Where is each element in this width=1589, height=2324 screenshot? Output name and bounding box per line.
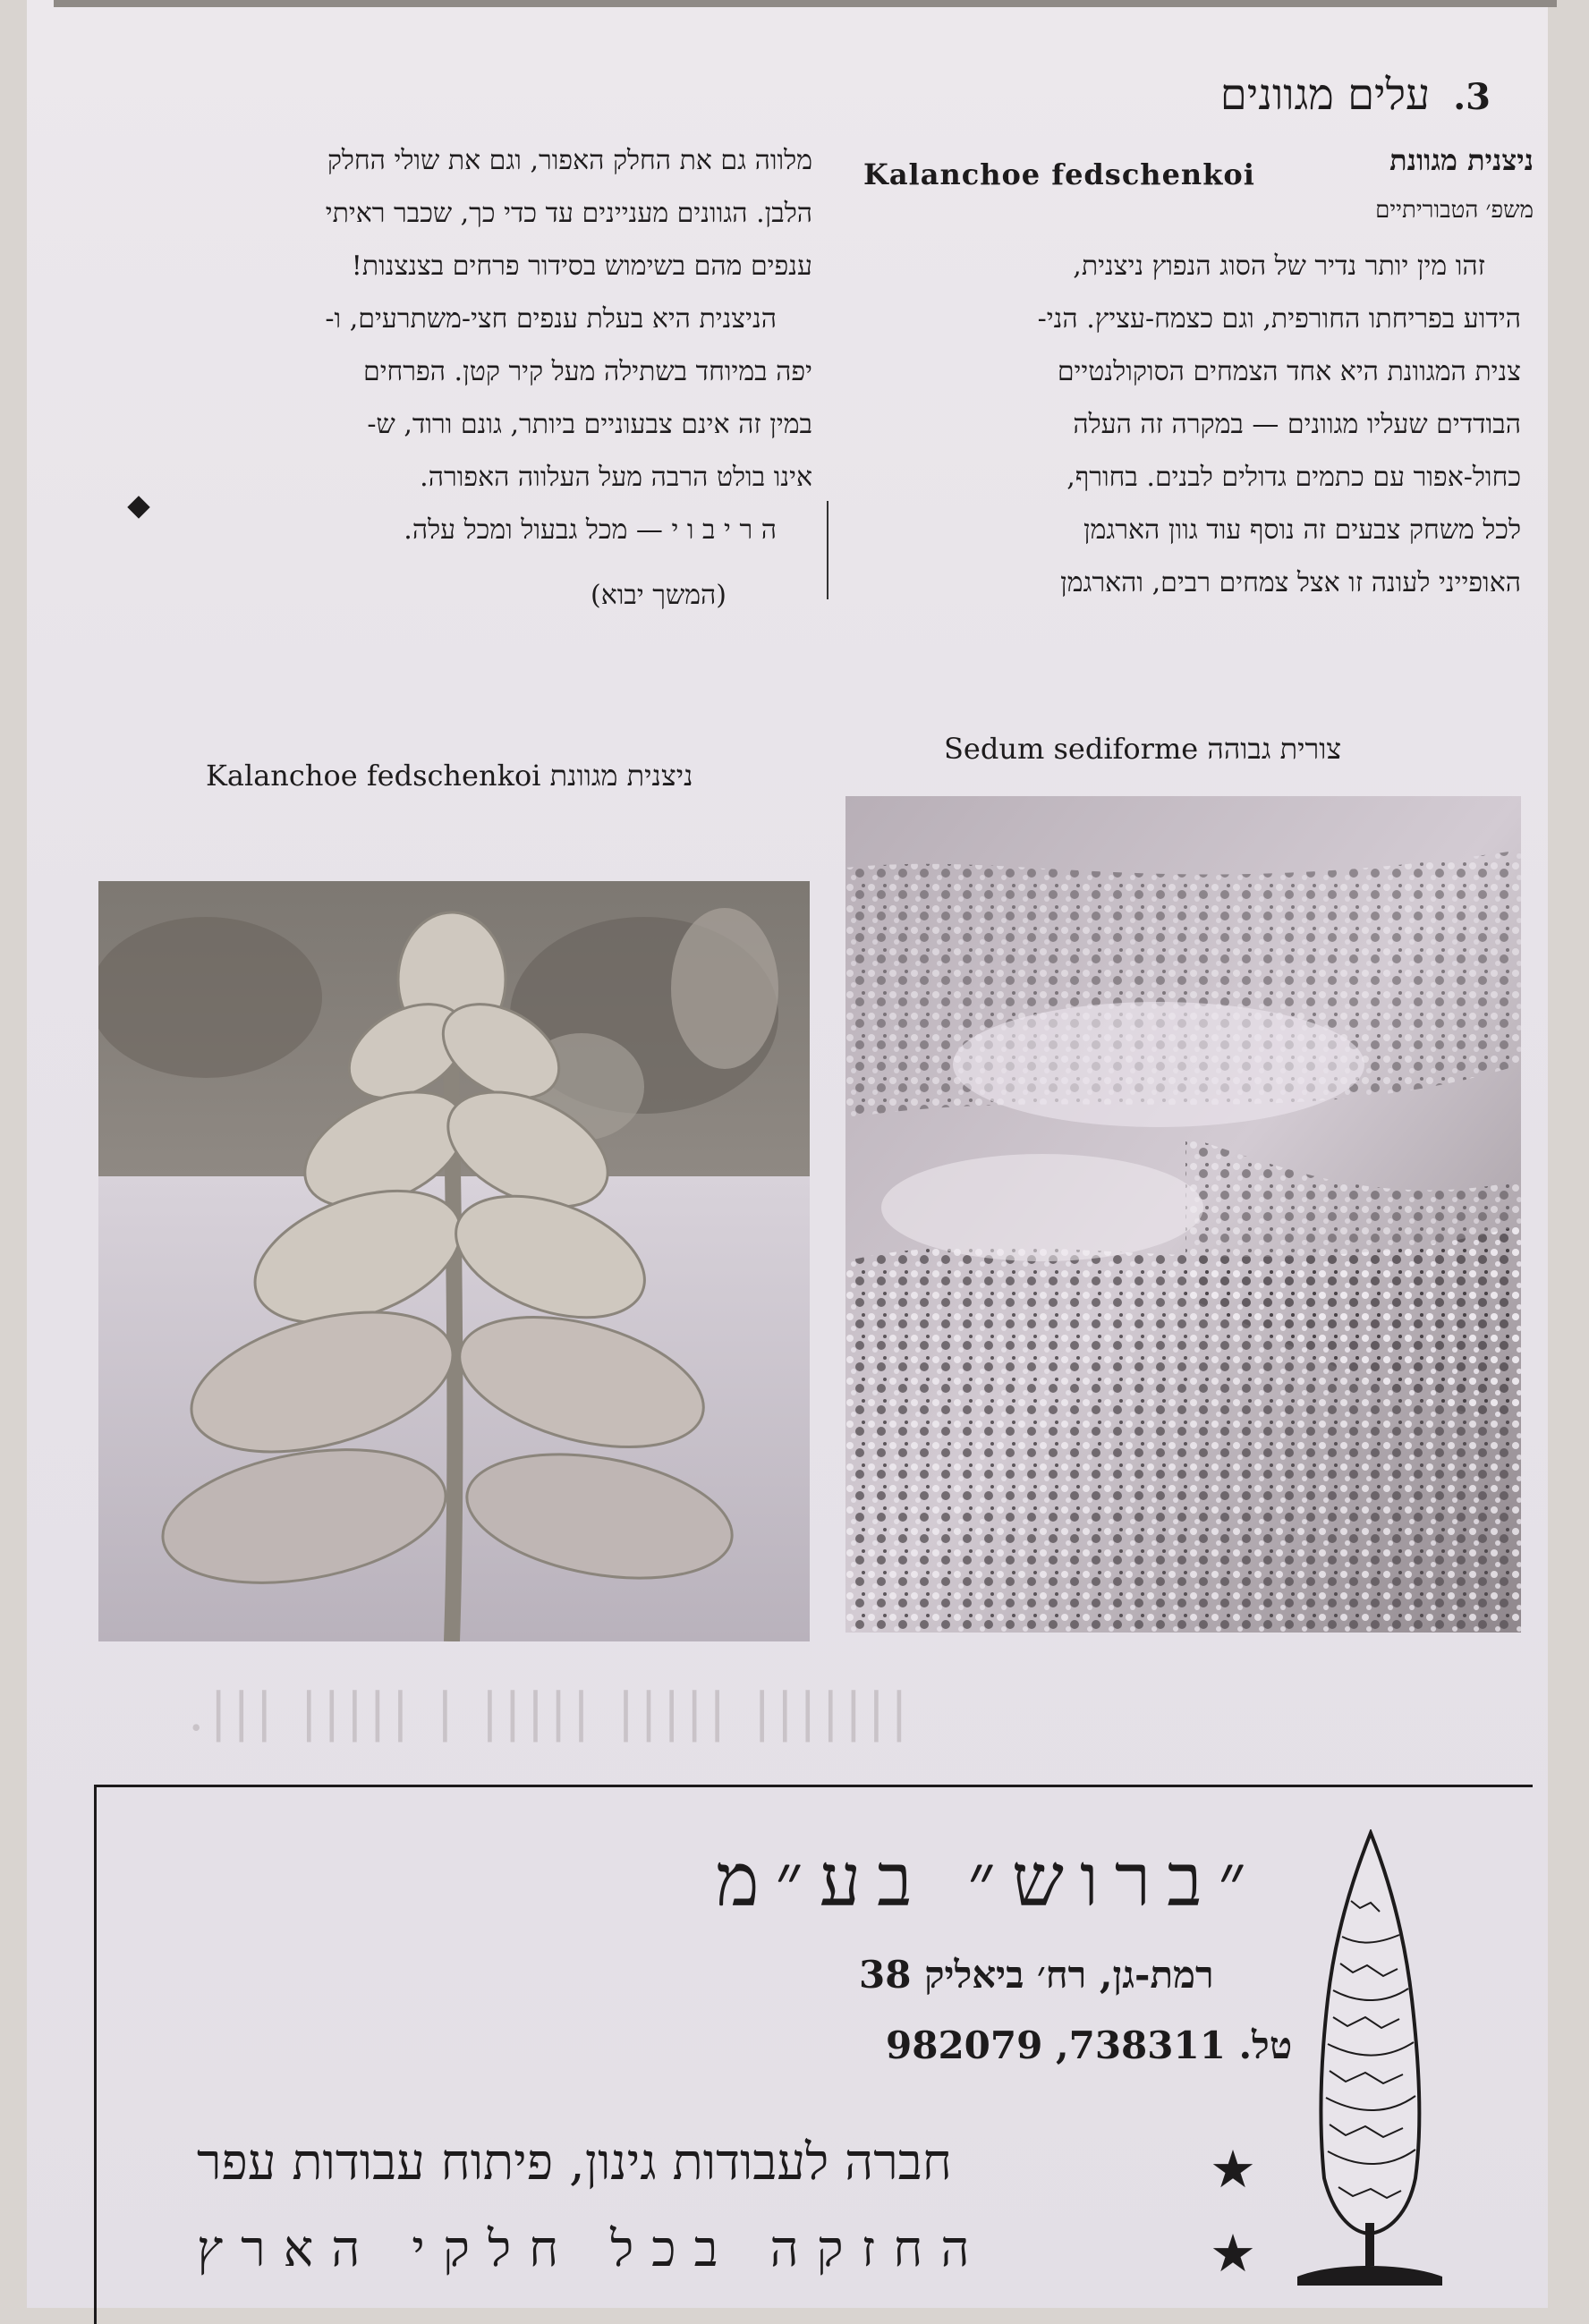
article-line: זהו מין יותר נדיר של הסוג הנפוץ ניצנית, [1073, 250, 1485, 282]
ad-phone: טל. 738311, 982079 [886, 2023, 1293, 2067]
plant-name-latin: Kalanchoe fedschenkoi [863, 157, 1255, 191]
ad-company-name: ״ברוש״ בע״מ [716, 1838, 1262, 1923]
article-line: אינו בולט הרבה מעל העלווה האפורה. [420, 462, 812, 493]
continued-note: (המשך יבוא) [591, 580, 727, 611]
article-line: לכל משחק צבעים זה נוסף עוד גוון הארגמן [1083, 514, 1521, 546]
sedum-photo [845, 796, 1521, 1633]
ad-address: רמת-גן, רח׳ ביאליק 38 [859, 1953, 1214, 1997]
section-title: עלים מגוונים [1219, 70, 1431, 120]
article-line: מלווה גם את החלק האפור, וגם את שולי החלק [327, 145, 812, 176]
section-header [1220, 70, 1491, 120]
ad-service-line-2: החזקה בכל חלקי הארץ [197, 2220, 988, 2278]
kalanchoe-photo [98, 881, 810, 1641]
article-line: יפה במיוחד בשתילה מעל קיר קטן. הפרחים [362, 356, 812, 387]
star-icon: ★ [1210, 2223, 1256, 2284]
article-column-right [859, 240, 1521, 609]
section-number: 3. [1453, 76, 1491, 118]
article-line: כחול-אפור עם כתמים גדולים לבנים. בחורף, [1066, 462, 1521, 493]
plant-name-hebrew: ניצנית מגוונת [1389, 143, 1534, 177]
article-line: צנית המגוונת היא אחד הצמחים הסוקולנטיים [1057, 356, 1521, 387]
article-line: הבודדים שעליו מגוונים — במקרה זה העלה [1073, 409, 1521, 440]
propagation-line: ה ר י ב ו י — מכל גבעול ומכל עלה. [404, 514, 777, 546]
cypress-tree-icon [1288, 1829, 1449, 2294]
article-line: ענפים מהם בשימוש בסידור פרחים בצנצנות! [351, 250, 812, 282]
star-icon: ★ [1210, 2139, 1256, 2200]
article-column-left [115, 134, 812, 556]
column-divider [827, 501, 828, 599]
photo-caption-right: Sedum sediforme צורית גבוהה [944, 732, 1342, 766]
article-line: במין זה אינם צבעוניים ביותר, גונם ורוד, ש- [367, 409, 812, 440]
article-line: הידוע בפריחתו החורפית, וגם כצמח-עציץ. הני- [1037, 303, 1521, 335]
article-line: הניצנית היא בעלת ענפים חצי-משתרעים, ו- [325, 303, 777, 335]
plant-family: משפ׳ הטבוריתיים [1375, 197, 1534, 224]
photo-caption-left: Kalanchoe fedschenkoi ניצנית מגוונת [206, 759, 693, 793]
article-line: הלבן. הגוונים מעניינים עד כדי כך, שכבר ראיתי [325, 198, 812, 229]
page-edge-strip [54, 0, 1557, 7]
bleed-through-text: .||| ||||| | ||||| ||||| ||||||| [188, 1682, 913, 1743]
article-line: האופייני לעונה זו אצל צמחים רבים, והארגמן [1060, 567, 1521, 598]
ad-service-line-1: חברה לעבודות גינון, פיתוח עבודות עפר [197, 2133, 952, 2192]
